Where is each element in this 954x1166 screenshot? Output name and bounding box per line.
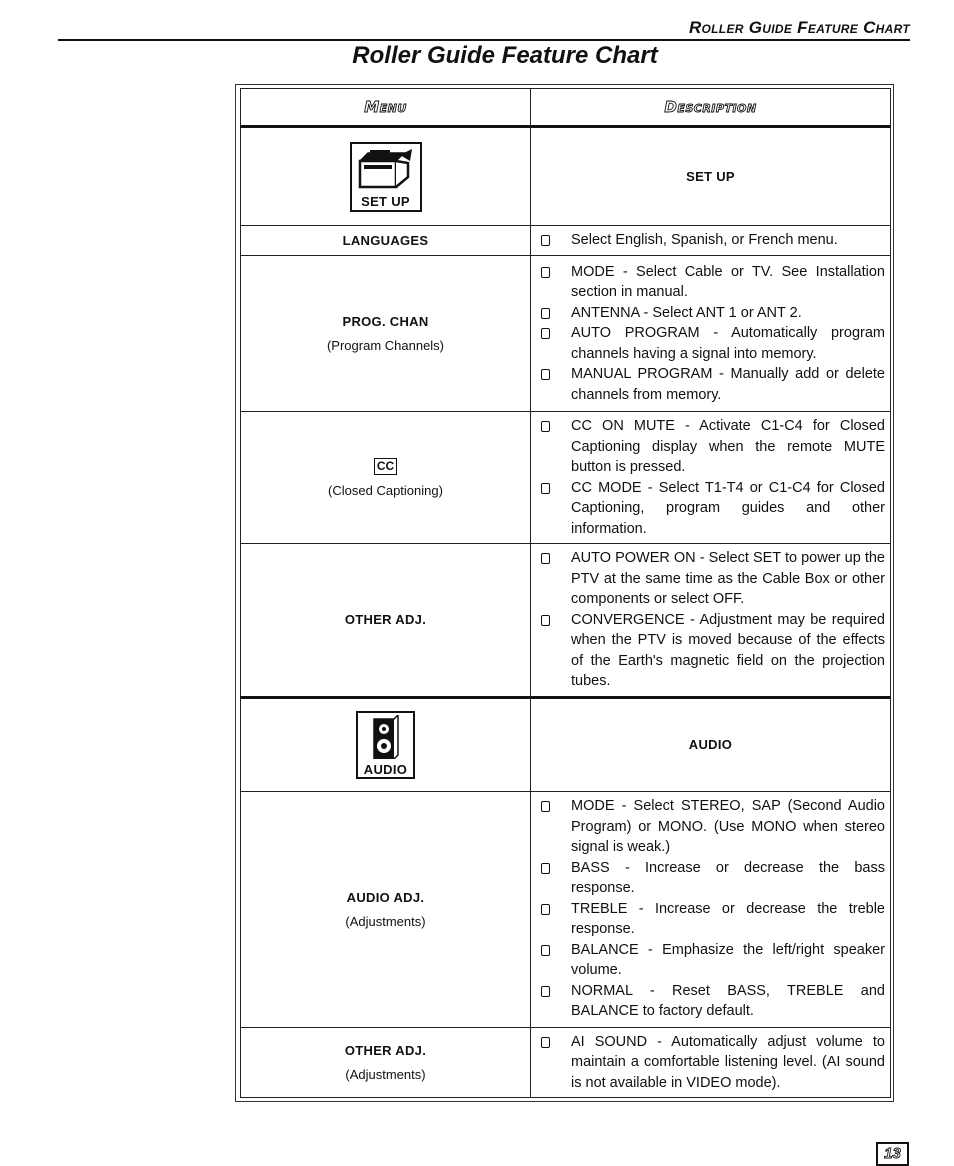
checkbox-bullet-icon bbox=[541, 986, 550, 997]
audio-other-adj-menu-cell bbox=[241, 1027, 531, 1098]
setup-other-adj-row bbox=[241, 544, 891, 698]
checkbox-bullet-icon bbox=[541, 553, 550, 564]
audio-icon-cell bbox=[241, 697, 531, 791]
audio-adj-sub-label: (Adjustments) bbox=[345, 913, 426, 929]
audio-other-adj-item: AI SOUND - Automatically adjust volume to maintain a comfortable listening level. (AI sound is not available in VIDEO mode). bbox=[539, 1032, 885, 1094]
setup-icon bbox=[350, 142, 422, 212]
audio-icon-caption: AUDIO bbox=[363, 761, 408, 777]
audio-adj-description-cell bbox=[531, 791, 891, 1027]
checkbox-bullet-icon bbox=[541, 369, 550, 380]
checkbox-bullet-icon bbox=[541, 1037, 550, 1048]
header-rule bbox=[58, 39, 910, 41]
audio-other-adj-description-cell bbox=[531, 1027, 891, 1098]
audio-adj-item: NORMAL - Reset BASS, TREBLE and BALANCE to factory default. bbox=[539, 981, 885, 1022]
audio-other-adj-row bbox=[241, 1027, 891, 1098]
audio-other-adj-label: OTHER ADJ. bbox=[344, 1042, 427, 1058]
prog-chan-sub-label: (Program Channels) bbox=[326, 338, 445, 353]
audio-description-title: AUDIO bbox=[531, 697, 891, 791]
cc-item: CC MODE - Select T1-T4 or C1-C4 for Closed Captioning, program guides and other information. bbox=[539, 478, 885, 540]
cc-description-cell bbox=[531, 412, 891, 544]
checkbox-bullet-icon bbox=[541, 308, 550, 319]
languages-item: Select English, Spanish, or French menu. bbox=[539, 230, 885, 251]
prog-chan-item: ANTENNA - Select ANT 1 or ANT 2. bbox=[539, 303, 885, 324]
languages-label: LANGUAGES bbox=[342, 233, 429, 248]
page-number: 13 bbox=[876, 1142, 909, 1166]
checkbox-bullet-icon bbox=[541, 801, 550, 812]
prog-chan-description-cell bbox=[531, 256, 891, 412]
setup-icon-caption: SET UP bbox=[361, 193, 410, 209]
prog-chan-item: MODE - Select Cable or TV. See Installation section in manual. bbox=[539, 262, 885, 303]
closed-captioning-row bbox=[241, 412, 891, 544]
setup-other-adj-label: OTHER ADJ. bbox=[344, 612, 427, 628]
audio-section-row bbox=[241, 697, 891, 791]
cc-sub-label: (Closed Captioning) bbox=[328, 482, 443, 498]
languages-description-cell bbox=[531, 226, 891, 256]
checkbox-bullet-icon bbox=[541, 945, 550, 956]
audio-adj-item: MODE - Select STEREO, SAP (Second Audio Program) or MONO. (Use MONO when stereo signal is weak.) bbox=[539, 796, 885, 858]
languages-row bbox=[241, 226, 891, 256]
audio-other-adj-sub-label: (Adjustments) bbox=[345, 1066, 426, 1082]
cc-icon: CC bbox=[374, 458, 397, 475]
audio-icon bbox=[356, 711, 415, 779]
prog-chan-row bbox=[241, 256, 891, 412]
setup-other-adj-item: CONVERGENCE - Adjustment may be required when the PTV is moved because of the effects of the Earth's magnetic field on the projection tubes. bbox=[539, 610, 885, 692]
audio-adj-item: TREBLE - Increase or decrease the treble response. bbox=[539, 899, 885, 940]
prog-chan-item: MANUAL PROGRAM - Manually add or delete channels from memory. bbox=[539, 364, 885, 405]
checkbox-bullet-icon bbox=[541, 267, 550, 278]
header-row bbox=[241, 89, 891, 127]
setup-icon-cell bbox=[241, 127, 531, 226]
description-column-label: Description bbox=[664, 98, 757, 116]
setup-description-title: SET UP bbox=[531, 127, 891, 226]
audio-adj-row bbox=[241, 791, 891, 1027]
description-column-header bbox=[531, 89, 891, 127]
audio-adj-item: BASS - Increase or decrease the bass response. bbox=[539, 858, 885, 899]
checkbox-bullet-icon bbox=[541, 615, 550, 626]
prog-chan-item: AUTO PROGRAM - Automatically program channels having a signal into memory. bbox=[539, 323, 885, 364]
running-header: Roller Guide Feature Chart bbox=[688, 18, 910, 37]
setup-other-adj-description-cell bbox=[531, 544, 891, 698]
prog-chan-label: PROG. CHAN bbox=[342, 314, 429, 329]
page-title: Roller Guide Feature Chart bbox=[352, 42, 658, 69]
checkbox-bullet-icon bbox=[541, 328, 550, 339]
prog-chan-menu-cell bbox=[241, 256, 531, 412]
toolbox-icon bbox=[356, 147, 416, 191]
cc-item: CC ON MUTE - Activate C1-C4 for Closed Captioning display when the remote MUTE button is pressed. bbox=[539, 416, 885, 478]
checkbox-bullet-icon bbox=[541, 421, 550, 432]
audio-adj-menu-cell bbox=[241, 791, 531, 1027]
cc-menu-cell bbox=[241, 412, 531, 544]
languages-menu-cell bbox=[241, 226, 531, 256]
checkbox-bullet-icon bbox=[541, 863, 550, 874]
setup-section-row bbox=[241, 127, 891, 226]
menu-column-header bbox=[241, 89, 531, 127]
audio-adj-label: AUDIO ADJ. bbox=[346, 889, 425, 905]
checkbox-bullet-icon bbox=[541, 235, 550, 246]
menu-column-label: Menu bbox=[364, 98, 407, 116]
audio-adj-item: BALANCE - Emphasize the left/right speaker volume. bbox=[539, 940, 885, 981]
setup-other-adj-menu-cell bbox=[241, 544, 531, 698]
speaker-icon bbox=[368, 715, 402, 759]
feature-chart-table bbox=[240, 88, 891, 1098]
checkbox-bullet-icon bbox=[541, 904, 550, 915]
setup-other-adj-item: AUTO POWER ON - Select SET to power up the PTV at the same time as the Cable Box or other components or select OFF. bbox=[539, 548, 885, 610]
checkbox-bullet-icon bbox=[541, 483, 550, 494]
